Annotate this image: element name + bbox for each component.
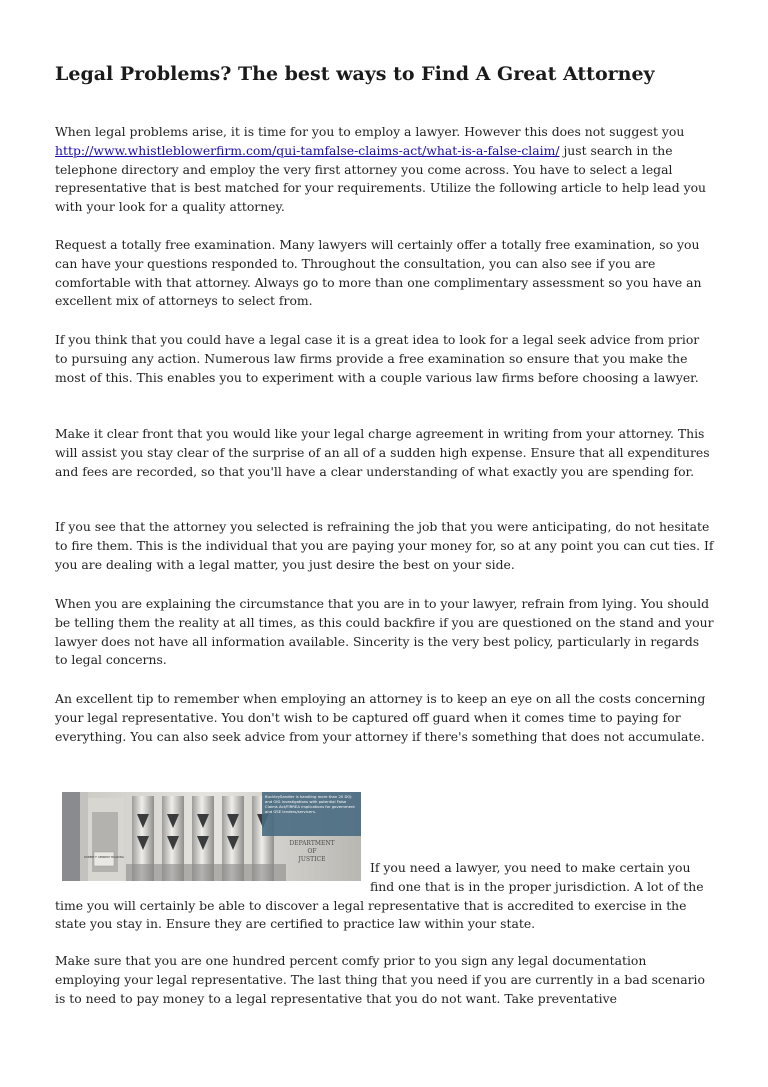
false-claim-link[interactable]: http://www.whistleblowerfirm.com/qui-tamfalse-claims-act/what-is-a-false-claim/	[55, 142, 560, 158]
image-caption-panel: BuckleySandler is handling more than 20 DOJ and OIG investigations with potential False Claims Act/FIRREA implications for government and GSE lenders/servicers.	[265, 794, 355, 814]
paragraph-intro	[55, 123, 715, 217]
intro-text-before-link: When legal problems arise, it is time for you to employ a lawyer. However this does not suggest you	[55, 124, 685, 139]
paragraph-jurisdiction	[55, 859, 715, 934]
document-title: Legal Problems? The best ways to Find A Great Attorney	[55, 63, 655, 85]
jurisdiction-text: If you need a lawyer, you need to make certain you find one that is in the proper jurisdiction. A lot of the time you will certainly be able to discover a legal representative that is accredited to exercise in the state you stay in. Ensure they are certified to practice law within your state.	[55, 860, 704, 932]
paragraph-costs: An excellent tip to remember when employing an attorney is to keep an eye on all the costs concerning your legal representative. You don't wish to be captured off guard when it comes time to paying for everything. You can also seek advice from your attorney if there's something that does not accumulate.	[55, 691, 706, 744]
image-wrap-spacer	[55, 859, 370, 896]
sign-line-1: DEPARTMENT	[289, 840, 335, 847]
paragraph-comfort: Make sure that you are one hundred percent comfy prior to you sign any legal documentation employing your legal representative. The last thing that you need if you are currently in a bad scenario is to need to pay money to a legal representative that you do not want. Take preventative	[55, 953, 705, 1006]
paragraph-fee-agreement: Make it clear front that you would like your legal charge agreement in writing from your attorney. This will assist you stay clear of the surprise of an all of a sudden high expense. Ensure that all expenditures and fees are recorded, so that you'll have a clear understanding of what exactly you are spending for.	[55, 426, 710, 479]
paragraph-free-examination: Request a totally free examination. Many lawyers will certainly offer a totally free examination, so you can have your questions responded to. Throughout the consultation, you can also see if you are comfortable with that attorney. Always go to more than one complimentary assessment so you have an excellent mix of attorneys to select from.	[55, 237, 702, 309]
sign-left-text: ROBERT F. KENNEDY BUILDING	[84, 856, 124, 859]
paragraph-fire-attorney: If you see that the attorney you selected is refraining the job that you were anticipating, do not hesitate to fire them. This is the individual that you are paying your money for, so at any point you can cut ties. If you are dealing with a legal matter, you just desire the best on your side.	[55, 519, 714, 572]
paragraph-honesty: When you are explaining the circumstance that you are in to your lawyer, refrain from lying. You should be telling them the reality at all times, as this could backfire if you are questioned on the stand and your lawyer does not have all information available. Sincerity is the very best policy, particularly in regards to legal concerns.	[55, 596, 714, 668]
sign-line-3: JUSTICE	[298, 856, 326, 863]
paragraph-legal-case: If you think that you could have a legal case it is a great idea to look for a legal seek advice from prior to pursuing any action. Numerous law firms provide a free examination so ensure that you make the most of this. This enables you to experiment with a couple various law firms before choosing a lawyer.	[55, 332, 700, 385]
sign-line-2: OF	[307, 848, 317, 855]
intro-text-after-link: just search in the telephone directory and employ the very first attorney you come across. You have to select a legal representative that is best matched for your requirements. Utilize the following article to help lead you with your look for a quality attorney.	[55, 142, 707, 215]
